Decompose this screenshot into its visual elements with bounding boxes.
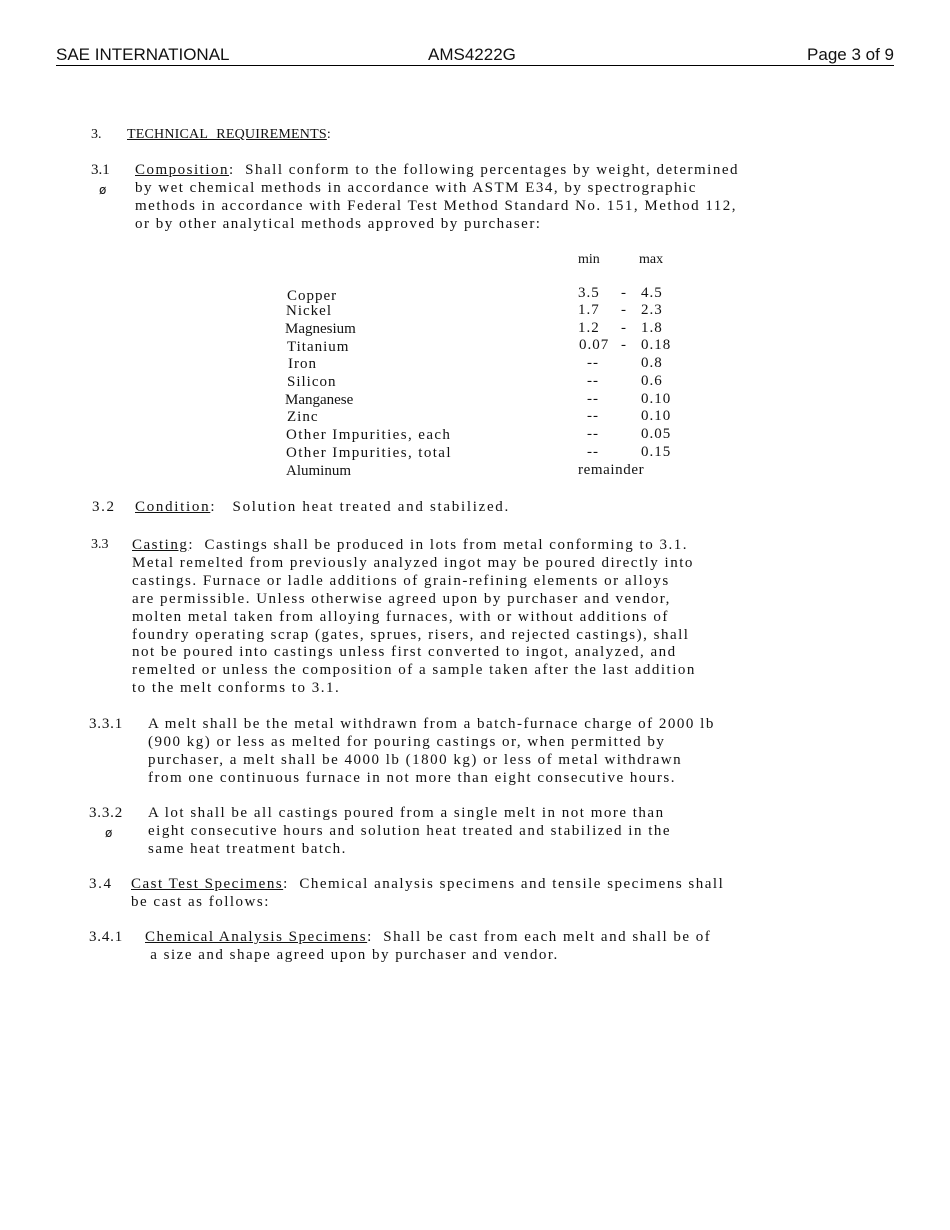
section-3-4-1-title: Chemical Analysis Specimens bbox=[145, 929, 368, 945]
section-3-3-line: : Castings shall be produced in lots from metal conforming to 3.1. bbox=[188, 537, 688, 553]
section-3-4-line: be cast as follows: bbox=[131, 893, 270, 910]
column-header-max: max bbox=[639, 252, 664, 267]
section-3-1-line: : Shall conform to the following percentages by weight, determined bbox=[229, 162, 739, 178]
section-3-3-line: castings. Furnace or ladle additions of grain-refining elements or alloys bbox=[132, 572, 670, 589]
min-value: -- bbox=[587, 426, 599, 442]
range-dash: - bbox=[621, 285, 627, 301]
section-3-4-1-number: 3.4.1 bbox=[89, 929, 123, 945]
section-3-3-1-text bbox=[148, 716, 715, 788]
range-dash: - bbox=[621, 320, 627, 336]
element-name: Magnesium bbox=[285, 321, 356, 337]
section-3-4-title: Cast Test Specimens bbox=[131, 876, 284, 892]
section-3-3-line: not be poured into castings unless first converted to ingot, analyzed, and bbox=[132, 644, 677, 661]
max-value: 4.5 bbox=[641, 285, 663, 301]
section-3-3-2-revision-mark: ø bbox=[105, 826, 113, 840]
section-3-colon: : bbox=[326, 127, 331, 142]
min-value: -- bbox=[587, 391, 599, 407]
section-3-3-1-line: (900 kg) or less as melted for pouring castings or, when permitted by bbox=[148, 733, 666, 750]
element-name: Manganese bbox=[285, 392, 354, 408]
section-3-3-line: to the melt conforms to 3.1. bbox=[132, 680, 341, 697]
section-3-4-1-line: : Shall be cast from each melt and shall be of bbox=[367, 929, 712, 945]
min-value: 3.5 bbox=[578, 285, 600, 301]
max-value: 0.15 bbox=[641, 444, 672, 460]
section-3-4-text bbox=[131, 876, 724, 912]
section-3-1-text bbox=[135, 162, 739, 234]
section-3-4-number: 3.4 bbox=[89, 876, 113, 892]
element-name: Other Impurities, each bbox=[286, 427, 452, 443]
section-3-3-2-line: same heat treatment batch. bbox=[148, 840, 347, 857]
min-value: -- bbox=[587, 373, 599, 389]
section-3-1-line: or by other analytical methods approved by purchaser: bbox=[135, 215, 542, 232]
header-org: SAE INTERNATIONAL bbox=[56, 45, 230, 64]
element-name: Copper bbox=[287, 288, 338, 304]
min-value: -- bbox=[587, 444, 599, 460]
max-value: 0.05 bbox=[641, 426, 672, 442]
range-dash: - bbox=[621, 302, 627, 318]
min-value: -- bbox=[587, 355, 599, 371]
section-3-4-1-text bbox=[145, 929, 711, 965]
section-3-1-number: 3.1 bbox=[91, 162, 110, 178]
section-3-1-revision-mark: ø bbox=[99, 183, 107, 197]
section-3-3-text bbox=[132, 537, 696, 698]
element-name: Aluminum bbox=[286, 463, 352, 479]
section-3-1-title: Composition bbox=[135, 162, 230, 178]
max-value: 0.6 bbox=[641, 373, 663, 389]
section-3-4-1-line: a size and shape agreed upon by purchaser and vendor. bbox=[150, 946, 559, 963]
min-value: 1.7 bbox=[578, 302, 600, 318]
element-name: Other Impurities, total bbox=[286, 445, 452, 461]
section-3-2-body: : Solution heat treated and stabilized. bbox=[210, 499, 510, 515]
section-3-3-line: Metal remelted from previously analyzed ingot may be poured directly into bbox=[132, 554, 694, 571]
section-3-3-1-line: purchaser, a melt shall be 4000 lb (1800 kg) or less of metal withdrawn bbox=[148, 751, 683, 768]
section-3-3-2-text bbox=[148, 805, 671, 859]
section-3-number: 3. bbox=[91, 127, 102, 142]
section-3-3-line: are permissible. Unless otherwise agreed upon by purchaser and vendor, bbox=[132, 590, 671, 607]
section-3-3-1-number: 3.3.1 bbox=[89, 716, 123, 732]
section-3-3-2-number: 3.3.2 bbox=[89, 805, 123, 821]
max-value: 0.18 bbox=[641, 337, 672, 353]
section-3-1-line: by wet chemical methods in accordance with ASTM E34, by spectrographic bbox=[135, 179, 697, 196]
section-3-3-1-line: from one continuous furnace in not more than eight consecutive hours. bbox=[148, 769, 676, 786]
element-name: Iron bbox=[288, 356, 317, 372]
section-3-2-number: 3.2 bbox=[92, 499, 116, 515]
element-name: Zinc bbox=[287, 409, 319, 425]
min-value: 0.07 bbox=[579, 337, 610, 353]
min-value: -- bbox=[587, 408, 599, 424]
element-name: Titanium bbox=[287, 339, 350, 355]
page-header bbox=[56, 45, 894, 66]
section-3-2-text bbox=[135, 499, 510, 517]
max-value: 0.10 bbox=[641, 408, 672, 424]
section-3-3-line: molten metal taken from alloying furnaces, with or without additions of bbox=[132, 608, 669, 625]
max-value: 0.10 bbox=[641, 391, 672, 407]
column-header-min: min bbox=[578, 252, 600, 267]
header-page-number: Page 3 of 9 bbox=[807, 45, 894, 64]
section-3-3-1-line: A melt shall be the metal withdrawn from a batch-furnace charge of 2000 lb bbox=[148, 716, 715, 732]
section-3-heading bbox=[127, 127, 331, 143]
range-dash: - bbox=[621, 337, 627, 353]
section-3-2-title: Condition bbox=[135, 499, 211, 515]
min-value: 1.2 bbox=[578, 320, 600, 336]
max-value: 1.8 bbox=[641, 320, 663, 336]
element-name: Nickel bbox=[286, 303, 332, 319]
section-3-3-2-line: A lot shall be all castings poured from a single melt in not more than bbox=[148, 805, 665, 821]
section-3-3-line: foundry operating scrap (gates, sprues, risers, and rejected castings), shall bbox=[132, 626, 690, 643]
max-value: 0.8 bbox=[641, 355, 663, 371]
section-3-1-line: methods in accordance with Federal Test Method Standard No. 151, Method 112, bbox=[135, 197, 738, 214]
min-value: remainder bbox=[578, 462, 645, 478]
section-3-3-2-line: eight consecutive hours and solution heat treated and stabilized in the bbox=[148, 822, 672, 839]
section-3-3-line: remelted or unless the composition of a sample taken after the last addition bbox=[132, 662, 696, 679]
max-value: 2.3 bbox=[641, 302, 663, 318]
section-3-4-line: : Chemical analysis specimens and tensile specimens shall bbox=[283, 876, 725, 892]
header-doc-id: AMS4222G bbox=[428, 45, 516, 64]
section-3-3-title: Casting bbox=[132, 537, 189, 553]
element-name: Silicon bbox=[287, 374, 337, 390]
section-3-title: TECHNICAL REQUIREMENTS bbox=[127, 127, 327, 142]
section-3-3-number: 3.3 bbox=[91, 537, 109, 552]
